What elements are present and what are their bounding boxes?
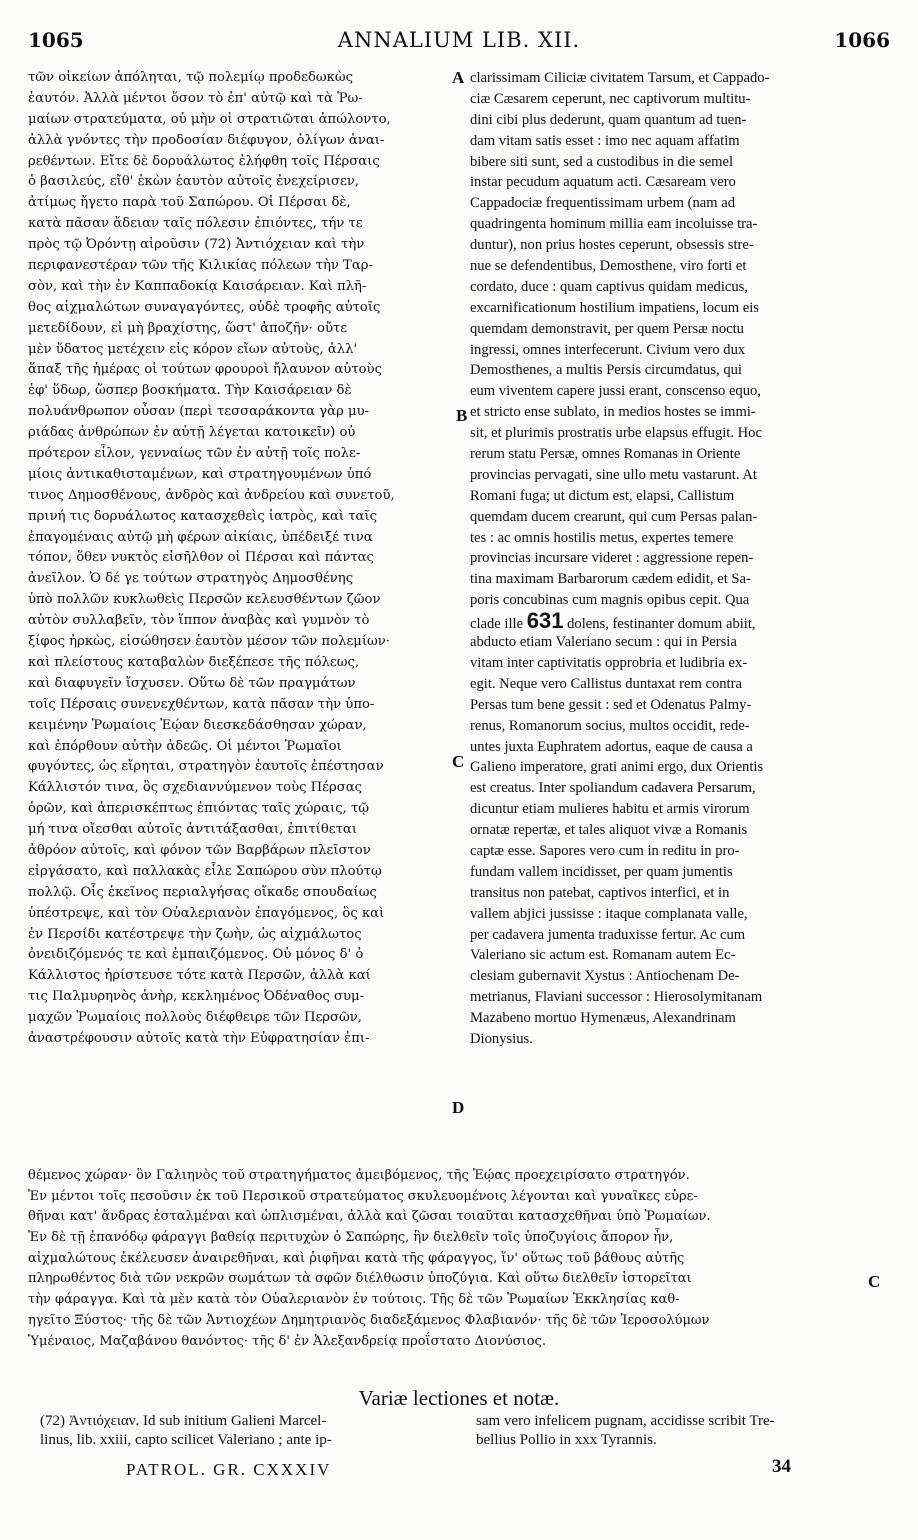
section-marker-d: D (452, 1098, 465, 1117)
latin-text-line: quemdam ducem crearunt, qui cum Persas palan- (470, 508, 758, 525)
greek-text-line: καὶ ἐπόρθουν αὐτὴν ἀδεῶς. Οἱ μέντοι Ῥωμαῖοι (28, 738, 342, 754)
greek-text-line: μὲν ὕδατος μετέχειν εἰς κόρον εἴων αὐτοὺς, ἀλλ' (28, 341, 358, 357)
latin-text-line: tina maximam Barbarorum cædem edidit, et Sa- (470, 571, 751, 588)
latin-text-line: eum viventem capere jussi erant, conscenso equo, (470, 383, 761, 400)
latin-text-line: rerum statu Persæ, omnes Romanas in Oriente (470, 446, 741, 463)
greek-text-line: τινος Δημοσθένους, ἀνδρὸς καὶ ἀνδρείου καὶ συνετοῦ, (28, 487, 395, 503)
latin-text-line: ingressi, omnes interfecerunt. Civium vero dux (470, 341, 746, 358)
latin-text-line: Valeriano sic actum est. Romanam autem Ec- (470, 947, 736, 964)
latin-text-line: Demosthenes, a multis Persis circumdatus, qui (470, 362, 742, 379)
latin-text-line: ornatæ repertæ, et tales aliquot vivæ a Romanis (470, 822, 748, 839)
latin-text-line: captæ esse. Sapores vero cum in reditu in pro- (470, 842, 740, 859)
greek-text-line: αἰχμαλώτους ἐκέλευσεν ἀναιρεθῆναι, καὶ ῥιφῆναι κατὰ τῆς φάραγγος, ἵν' οὕτως τοῦ βάθους αὐτῆς (28, 1250, 685, 1266)
greek-text-line: Ὑμέναιος, Μαζαβάνου θανόντος· τῆς δ' ἐν Ἀλεξανδρείᾳ προΐστατο Διονύσιος. (28, 1333, 546, 1349)
greek-text-line: ὑπέστρεψε, καὶ τὸν Οὐαλεριανὸν ἐπαγόμενος, ὃς καὶ (28, 905, 385, 921)
greek-text-line: μή τινα οἴεσθαι αὐτοῖς ἀντιτάξασθαι, ἐπιτίθεται (28, 822, 357, 838)
latin-text-line: egit. Neque vero Callistus duntaxat rem contra (470, 675, 742, 692)
greek-text-line: ἐν Περσίδι κατέστρεψε τὴν ζωὴν, ὡς αἰχμάλωτος (28, 926, 362, 942)
greek-text-line: περιφανεστέραν τῶν τῆς Κιλικίας πόλεων τὴν Ταρ- (28, 258, 373, 274)
greek-text-line: τοῖς Πέρσαις συνενεχθέντων, κατὰ πᾶσαν τὴν ὑπο- (28, 696, 375, 712)
latin-text-line: vallem abjici jussisse : itaque complanata valle, (470, 905, 748, 922)
greek-text-line: ριάδας ἀνθρώπων ἐν αὐτῇ λέγεται κατοικεῖν) οὐ (28, 425, 356, 441)
greek-text-line: Ἐν δὲ τῇ ἐπανόδῳ φάραγγι βαθείᾳ περιτυχὼν ὁ Σαπώρης, ἣν διελθεῖν τοῖς ὑποζυγίοις ἄπορον ἦν, (28, 1230, 674, 1246)
greek-text-line: σὸν, καὶ τὴν ἐν Καππαδοκίᾳ Καισάρειαν. Καὶ πλῆ- (28, 278, 367, 294)
greek-text-line: ὁρῶν, καὶ ἀπερισκέπτως ἐπιόντας ταῖς χώραις, τῷ (28, 801, 370, 817)
latin-text-line: duntur), non prius hostes ceperunt, obsessis stre- (470, 237, 754, 254)
latin-text-line: vitam inter captivitatis opprobria et ludibria ex- (470, 654, 748, 671)
latin-text-line: Dionysius. (470, 1030, 533, 1047)
latin-text-line: excarnificationum hostilium impatiens, locum eis (470, 299, 759, 316)
greek-text-line: ρεθέντων. Εἴτε δὲ δορυάλωτος ἐλήφθη τοῖς Πέρσαις (28, 153, 380, 169)
greek-text-line: ἐπαγομέναις αὐτῷ μὴ φέρων αἰκίαις, ὑπέδειξέ τινα (28, 529, 373, 545)
latin-text-line: nue se defendentibus, Demosthene, viro forti et (470, 258, 747, 275)
section-marker-c-right: C (868, 1272, 881, 1291)
latin-text-line: est creatus. Inter spoliandum cadavera Persarum, (470, 780, 756, 797)
greek-text-line: θῆναι κατ' ἄνδρας ἐσταλμέναι καὶ ὡπλισμέναι, ἀλλὰ καὶ ζῶσαι τοιαῦται κατασχεθῆναι ὑπὸ Ῥωμαίων. (28, 1209, 711, 1225)
latin-text-line: Romani fuga; ut dictum est, elapsi, Callistum (470, 487, 735, 504)
greek-text-line: θέμενος χώραν· ὃν Γαλιηνὸς τοῦ στρατηγήματος ἀμειβόμενος, τῆς Ἑῴας προεχειρίσατο στρατηγόν. (28, 1168, 690, 1183)
section-marker-a: A (452, 68, 465, 87)
note-line: sam vero infelicem pugnam, accidisse scribit Tre- (476, 1413, 775, 1429)
footer-signature: PATROL. GR. CXXXIV (126, 1460, 332, 1479)
greek-text-line: ὀνειδιζόμενός τε καὶ ἐμπαιζόμενος. Οὐ μόνος δ' ὁ (28, 947, 364, 963)
greek-text-line: πληρωθέντος διὰ τῶν νεκρῶν σωμάτων τὰ σφῶν διέλθωσιν ὑποζύγια. Καὶ οὕτω διελθεῖν ἱστορεῖται (28, 1271, 692, 1287)
latin-text-line: clade ille 631 dolens, festinanter domum abiit, (470, 611, 895, 632)
greek-text-line: ξίφος ἠρκὼς, εἰσώθησεν ἑαυτὸν μέσον τῶν πολεμίων· (28, 634, 390, 650)
greek-text-line: ηγεῖτο Ξύστος· τῆς δὲ τῶν Ἀντιοχέων Δημητριανὸς διαδεξάμενος Φλαβιανόν· τῆς δὲ τῶν Ἱεροσολύμων (28, 1312, 710, 1328)
latin-text-line: clarissimam Ciliciæ civitatem Tarsum, et Cappado- (470, 70, 770, 86)
greek-full-width-text (28, 1166, 900, 1352)
notes-left (40, 1412, 460, 1450)
latin-text-line: cordato, duce : quam captivus quidam medicus, (470, 278, 749, 295)
latin-text-line: quadringenta hominum millia eam incoluisse tra- (470, 216, 758, 233)
greek-text-line: ἀθρόον αὐτοῖς, καὶ φόνον τῶν Βαρβάρων πλεῖστον (28, 842, 371, 858)
greek-text-line: πολυάνθρωπον οὖσαν (περὶ τεσσαράκοντα γὰρ μυ- (28, 404, 370, 420)
latin-text-line: Persas tum bene gessit : sed et Odenatus Palmy- (470, 696, 752, 713)
greek-text-line: ἀναστρέφουσιν αὐτοῖς κατὰ τὴν Εὐφρατησίαν ἐπι- (28, 1030, 370, 1046)
note-line: (72) Ἀντιόχειαν. Id sub initium Galieni Marcel- (40, 1413, 327, 1429)
greek-text-line: ἀνεῖλον. Ὁ δέ γε τούτων στρατηγὸς Δημοσθένης (28, 571, 354, 587)
latin-text-line: poris concubinas cum magnis opibus cepit. Qua (470, 592, 750, 609)
latin-text-line: Mazabeno mortuo Hymenæus, Alexandrinam (470, 1010, 736, 1027)
greek-text-line: κειμένην Ῥωμαίοις Ἑῴαν διεσκεδάσθησαν χώραν, (28, 717, 367, 733)
greek-text-line: μίοις ἀντικαθισταμένων, καὶ στρατηγουμένων ὑπό (28, 466, 372, 482)
latin-text-line: et stricto ense sublato, in medios hostes se immi- (470, 404, 756, 421)
running-header (28, 28, 890, 62)
notes-right (476, 1412, 896, 1450)
inline-column-number: 631 (526, 611, 564, 633)
greek-text-line: τόπον, ὅθεν νυκτὸς εἰσῆλθον οἱ Πέρσαι καὶ πάντας (28, 550, 374, 566)
latin-text-line: untes juxta Euphratem adortus, eaque de causa a (470, 738, 753, 755)
footer-signature-number: 34 (772, 1456, 791, 1477)
latin-text-line: quemdam demonstravit, per quem Persæ noctu (470, 320, 744, 337)
greek-text-line: καὶ πλείστους καταβαλὼν διεξέπεσε τῆς πόλεως, (28, 654, 360, 670)
latin-text-line: bibere siti sunt, sed a custodibus in die semel (470, 153, 734, 170)
section-marker-b: B (456, 406, 468, 425)
latin-text-line: dam vitam satis esset : imo nec aquam affatim (470, 132, 740, 149)
greek-text-line: αὐτὸν συλλαβεῖν, τὸν ἵππον ἀναβὰς καὶ γυμνὸν τὸ (28, 613, 370, 629)
greek-text-line: ὁ βασιλεύς, εἴθ' ἑκὼν ἑαυτὸν αὐτοῖς ἐνεχείρισεν, (28, 174, 360, 190)
running-title: ANNALIUM LIB. XII. (337, 28, 581, 52)
greek-text-line: ἅπαξ τῆς ἡμέρας οἱ τούτων φρουροὶ ἤλαυνον αὐτοὺς (28, 362, 382, 378)
latin-text-line: provincias pervagati, sine ullo metu vastarunt. At (470, 466, 757, 483)
greek-text-line: πρὸς τῷ Ὀρόντῃ αἱροῦσιν (72) Ἀντιόχειαν καὶ τὴν (28, 237, 365, 253)
greek-text-line: ἑαυτόν. Ἀλλὰ μέντοι ὅσον τὸ ἐπ' αὐτῷ καὶ τὰ Ῥω- (28, 90, 363, 106)
latin-text-line: fundam vallem incidisset, per quam jumentis (470, 863, 733, 880)
greek-text-line: τις Παλμυρηνὸς ἀνὴρ, κεκλημένος Ὀδέναθος συμ- (28, 989, 365, 1005)
column-number-left: 1065 (28, 28, 84, 52)
greek-text-line: μαίων στρατεύματα, οὐ μὴν οἱ στρατιῶται ἀπώλοντο, (28, 111, 391, 127)
greek-column (28, 68, 452, 1050)
greek-text-line: τὴν φάραγγα. Καὶ τὰ μὲν κατὰ τὸν Οὐαλεριανὸν ἐν τούτοις. Τῆς δὲ τῶν Ῥωμαίων Ἐκκλησίας καθ- (28, 1292, 680, 1308)
greek-text-line: ὑπὸ πολλῶν κυκλωθεὶς Περσῶν κελευσθέντων ζῶον (28, 592, 381, 608)
notes-heading: Variæ lectiones et notæ. (358, 1386, 560, 1410)
greek-text-line: ἐφ' ὕδωρ, ὥσπερ βοσκήματα. Τὴν Καισάρειαν δὲ (28, 383, 352, 399)
latin-text-line: dini cibi plus dederunt, quam quantum ad tuen- (470, 111, 747, 128)
latin-text-line: instar pecudum aquatum acti. Cæsaream vero (470, 174, 736, 191)
latin-text-line: abducto etiam Valeriano secum : qui in Persia (470, 634, 737, 651)
greek-text-line: ἀτίμως ἤγετο παρὰ τοῦ Σαπώρου. Οἱ Πέρσαι δὲ, (28, 195, 351, 211)
greek-text-line: Ἐν μέντοι τοῖς πεσοῦσιν ἐκ τοῦ Περσικοῦ στρατεύματος σκυλευομένοις λέγονται καὶ γυναῖκες εὑρε- (28, 1188, 698, 1204)
greek-text-line: μετεδίδουν, εἰ μὴ βραχίστης, ὥστ' ἀποζῆν· οὔτε (28, 320, 348, 336)
greek-text-line: καὶ διαφυγεῖν ἴσχυσεν. Οὕτω δὲ τῶν πραγμάτων (28, 675, 356, 691)
latin-text-line: provincias incursare videret : aggressione repen- (470, 550, 754, 567)
latin-text-line: renus, Romanorum socius, multos occidit, rede- (470, 717, 750, 734)
greek-text-line: πρινή τις δορυάλωτος κατασχεθεὶς ἰατρὸς, καὶ ταῖς (28, 508, 378, 524)
note-line: bellius Pollio in xxx Tyrannis. (476, 1432, 657, 1448)
note-line: linus, lib. xxiii, capto scilicet Valeriano ; ante ip- (40, 1432, 332, 1448)
latin-text-line: dicuntur etiam mulieres habitu et armis virorum (470, 801, 750, 818)
section-marker-c: C (452, 752, 465, 771)
greek-text-line: φυγόντες, ὡς εἴρηται, στρατηγὸν ἑαυτοῖς ἐπέστησαν (28, 759, 384, 775)
latin-text-line: metrianus, Flaviani successor : Hierosolymitanam (470, 989, 763, 1006)
greek-text-line: τῶν οἰκείων ἀπόληται, τῷ πολεμίῳ προδεδωκὼς (28, 70, 354, 85)
latin-text-line: Cappadociæ frequentissimam urbem (nam ad (470, 195, 736, 212)
latin-text-line: clesiam gubernavit Xystus : Antiochenam De- (470, 968, 740, 985)
latin-text-line: per cadavera jumenta traduxisse fertur. Ac cum (470, 926, 746, 943)
greek-text-line: μαχῶν Ῥωμαίοις πολλοὺς διέφθειρε τῶν Περσῶν, (28, 1010, 362, 1026)
greek-text-line: Κάλλιστόν τινα, ὃς σχεδιαννύμενον τοὺς Πέρσας (28, 780, 363, 796)
latin-text-line: transitus non patebat, captivos interfici, et in (470, 884, 730, 901)
column-number-right: 1066 (834, 28, 890, 52)
greek-text-line: πρότερον εἷλον, γενναίως τῶν ἐν αὐτῇ τοῖς πολε- (28, 446, 361, 462)
greek-text-line: Κάλλιστος ἠρίστευσε τότε κατὰ Περσῶν, ἀλλὰ καί (28, 968, 371, 984)
greek-text-line: θος αἰχμαλώτων συναγαγόντες, οὐδὲ τροφῆς αὐτοῖς (28, 299, 381, 315)
greek-text-line: ἀλλὰ γνόντες τὴν προδοσίαν διέφυγον, ὀλίγων ἀναι- (28, 132, 385, 148)
greek-text-line: πολλῷ. Οἷς ἐκεῖνος περιαλγήσας οἴκαδε σπουδαίως (28, 884, 377, 900)
latin-text-line: ciæ Cæsarem ceperunt, nec captivorum multitu- (470, 90, 751, 107)
greek-text-line: κατὰ πᾶσαν ἄδειαν ταῖς πόλεσιν ἐπιόντες, τήν τε (28, 216, 363, 232)
latin-text-line: Galieno imperatore, grati animi ergo, dux Orientis (470, 759, 764, 776)
greek-text-line: εἰργάσατο, καὶ παλλακὰς εἷλε Σαπώρου σὺν πλούτῳ (28, 863, 382, 879)
latin-text-line: tes : ac omnis hostilis metus, expertes temere (470, 529, 734, 546)
latin-text-line: sit, et plurimis prostratis urbe elapsus effugit. Hoc (470, 425, 762, 442)
latin-column (470, 68, 895, 1050)
